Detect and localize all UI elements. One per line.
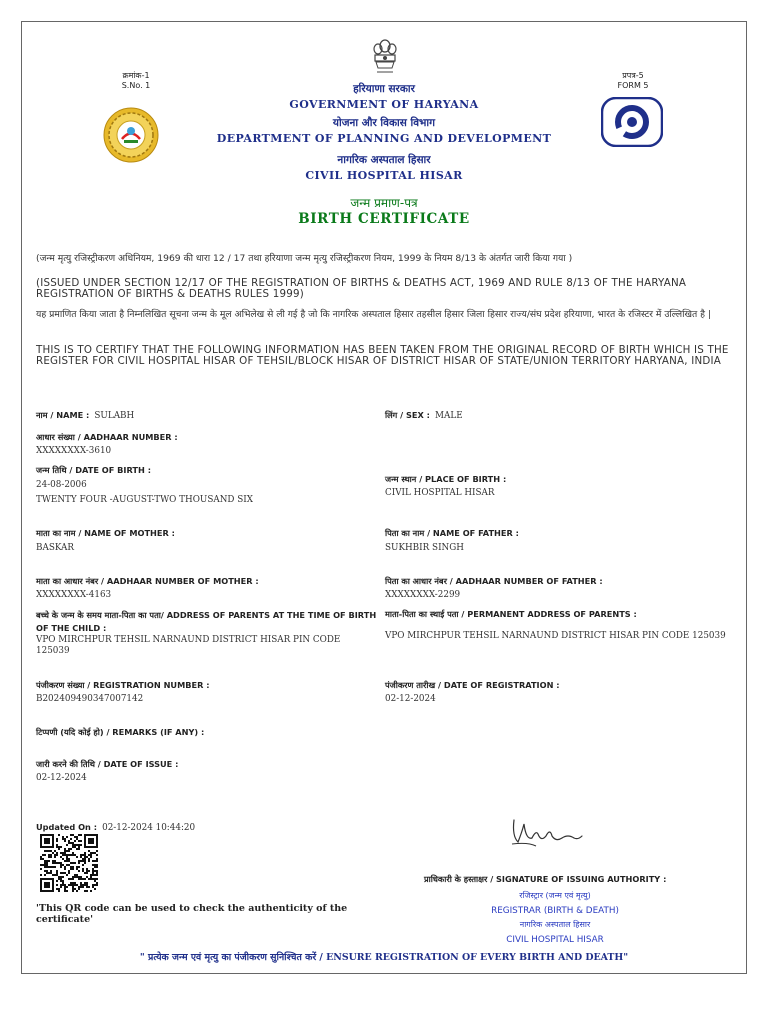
registration-date-label: पंजीकरण तारीख / DATE OF REGISTRATION :	[385, 680, 560, 690]
name-value: SULABH	[94, 411, 135, 421]
government-title-hindi: हरियाणा सरकार	[353, 83, 415, 95]
signature-image	[508, 812, 584, 852]
registrar-hospital: CIVIL HOSPITAL HISAR	[506, 934, 604, 945]
registration-number-label: पंजीकरण संख्या / REGISTRATION NUMBER :	[36, 680, 210, 690]
certify-text-hindi: यह प्रमाणित किया जाता है निम्नलिखित सूचना जन्म के मूल अभिलेख से ली गई है जो कि नागरिक अस्पताल हिसार तहसील हिसार जिला हिसार राज्य/संघ प्रदेश हरियाणा, भारत के रजिस्टर में उल्लिखित है |	[36, 309, 712, 320]
aadhaar-value: XXXXXXXX-3610	[36, 446, 112, 456]
name-label: नाम / NAME :	[36, 410, 90, 420]
department-title-hindi: योजना और विकास विभाग	[332, 117, 436, 129]
certificate-title: BIRTH CERTIFICATE	[298, 211, 470, 227]
permanent-address-label: माता-पिता का स्थाई पता / PERMANENT ADDRESS OF PARENTS :	[385, 609, 637, 619]
dob-label: जन्म तिथि / DATE OF BIRTH :	[36, 465, 151, 475]
mother-aadhaar-label: माता का आधार नंबर / AADHAAR NUMBER OF MOTHER :	[36, 576, 259, 586]
qr-code-icon	[40, 834, 98, 892]
issued-under-hindi: (जन्म मृत्यु रजिस्ट्रीकरण अधिनियम, 1969 की धारा 12 / 17 तथा हरियाणा जन्म मृत्यु रजिस्ट्रीकरण नियम, 1999 के नियम 8/13 के अंतर्गत जारी किया गया )	[36, 253, 573, 264]
hospital-title: CIVIL HOSPITAL HISAR	[305, 169, 463, 182]
government-title: GOVERNMENT OF HARYANA	[289, 98, 479, 111]
mother-name-value: BASKAR	[36, 543, 75, 553]
father-name-value: SUKHBIR SINGH	[385, 543, 464, 553]
issued-under-text: (ISSUED UNDER SECTION 12/17 OF THE REGISTRATION OF BIRTHS & DEATHS ACT, 1969 AND RULE 8/13 OF THE HARYANA REGISTRATION OF BIRTHS & DEATHS RULES 1999)	[36, 277, 687, 300]
aadhaar-label: आधार संख्या / AADHAAR NUMBER :	[36, 432, 178, 442]
updated-on-label: Updated On :	[36, 822, 97, 832]
national-emblem-icon	[372, 38, 398, 76]
father-aadhaar-label: पिता का आधार नंबर / AADHAAR NUMBER OF FATHER :	[385, 576, 603, 586]
permanent-address-value: VPO MIRCHPUR TEHSIL NARNAUND DISTRICT HISAR PIN CODE 125039	[385, 631, 726, 641]
issue-date-label: जारी करने की तिथि / DATE OF ISSUE :	[36, 759, 179, 769]
haryana-seal-icon	[102, 106, 160, 164]
department-title: DEPARTMENT OF PLANNING AND DEVELOPMENT	[216, 132, 552, 145]
hospital-title-hindi: नागरिक अस्पताल हिसार	[337, 154, 431, 166]
serial-number: S.No. 1	[121, 81, 151, 90]
updated-on-value: 02-12-2024 10:44:20	[102, 823, 196, 833]
registrar-hospital-hindi: नागरिक अस्पताल हिसार	[519, 920, 591, 929]
parents-address-label: बच्चे के जन्म के समय माता-पिता का पता/ ADDRESS OF PARENTS AT THE TIME OF BIRTH OF THE CHILD :	[36, 610, 377, 633]
signature-authority-label: प्राधिकारी के हस्ताक्षर / SIGNATURE OF ISSUING AUTHORITY :	[424, 874, 667, 884]
mother-aadhaar-value: XXXXXXXX-4163	[36, 590, 112, 600]
issue-date-value: 02-12-2024	[36, 773, 87, 783]
sex-label: लिंग / SEX :	[385, 410, 430, 420]
form-number: FORM 5	[617, 81, 649, 90]
registration-slogan: " प्रत्येक जन्म एवं मृत्यु का पंजीकरण सुनिश्चित करें / ENSURE REGISTRATION OF EVERY BIRTH AND DEATH"	[139, 952, 629, 963]
parents-address-value: VPO MIRCHPUR TEHSIL NARNAUND DISTRICT HISAR PIN CODE 125039	[36, 635, 341, 656]
sex-value: MALE	[435, 411, 463, 421]
registration-date-value: 02-12-2024	[385, 694, 436, 704]
father-name-label: पिता का नाम / NAME OF FATHER :	[385, 528, 519, 538]
qr-note: 'This QR code can be used to check the authenticity of the certificate'	[36, 903, 348, 925]
registration-number-value: B202409490347007142	[36, 694, 144, 704]
registrar-title: REGISTRAR (BIRTH & DEATH)	[491, 905, 619, 916]
form-number-hindi: प्रपत्र-5	[622, 71, 644, 80]
pob-label: जन्म स्थान / PLACE OF BIRTH :	[385, 474, 507, 484]
department-logo-icon	[601, 97, 663, 147]
registrar-title-hindi: रजिस्ट्रार (जन्म एवं मृत्यु)	[519, 891, 591, 900]
dob-words: TWENTY FOUR -AUGUST-TWO THOUSAND SIX	[36, 495, 254, 505]
remarks-label: टिप्पणी (यदि कोई हो) / REMARKS (IF ANY) :	[36, 727, 205, 737]
certificate-title-hindi: जन्म प्रमाण-पत्र	[350, 196, 418, 210]
certify-text: THIS IS TO CERTIFY THAT THE FOLLOWING INFORMATION HAS BEEN TAKEN FROM THE ORIGINAL RECORD OF BIRTH WHICH IS THE REGISTER FOR CIVIL HOSPITAL HISAR OF TEHSIL/BLOCK HISAR OF DISTRICT HISAR OF STATE/UNION TERRITORY HARYANA, INDIA	[36, 344, 729, 367]
serial-number-hindi: क्रमांक-1	[122, 71, 150, 80]
father-aadhaar-value: XXXXXXXX-2299	[385, 590, 461, 600]
dob-value: 24-08-2006	[36, 480, 87, 490]
pob-value: CIVIL HOSPITAL HISAR	[385, 488, 495, 498]
mother-name-label: माता का नाम / NAME OF MOTHER :	[36, 528, 175, 538]
